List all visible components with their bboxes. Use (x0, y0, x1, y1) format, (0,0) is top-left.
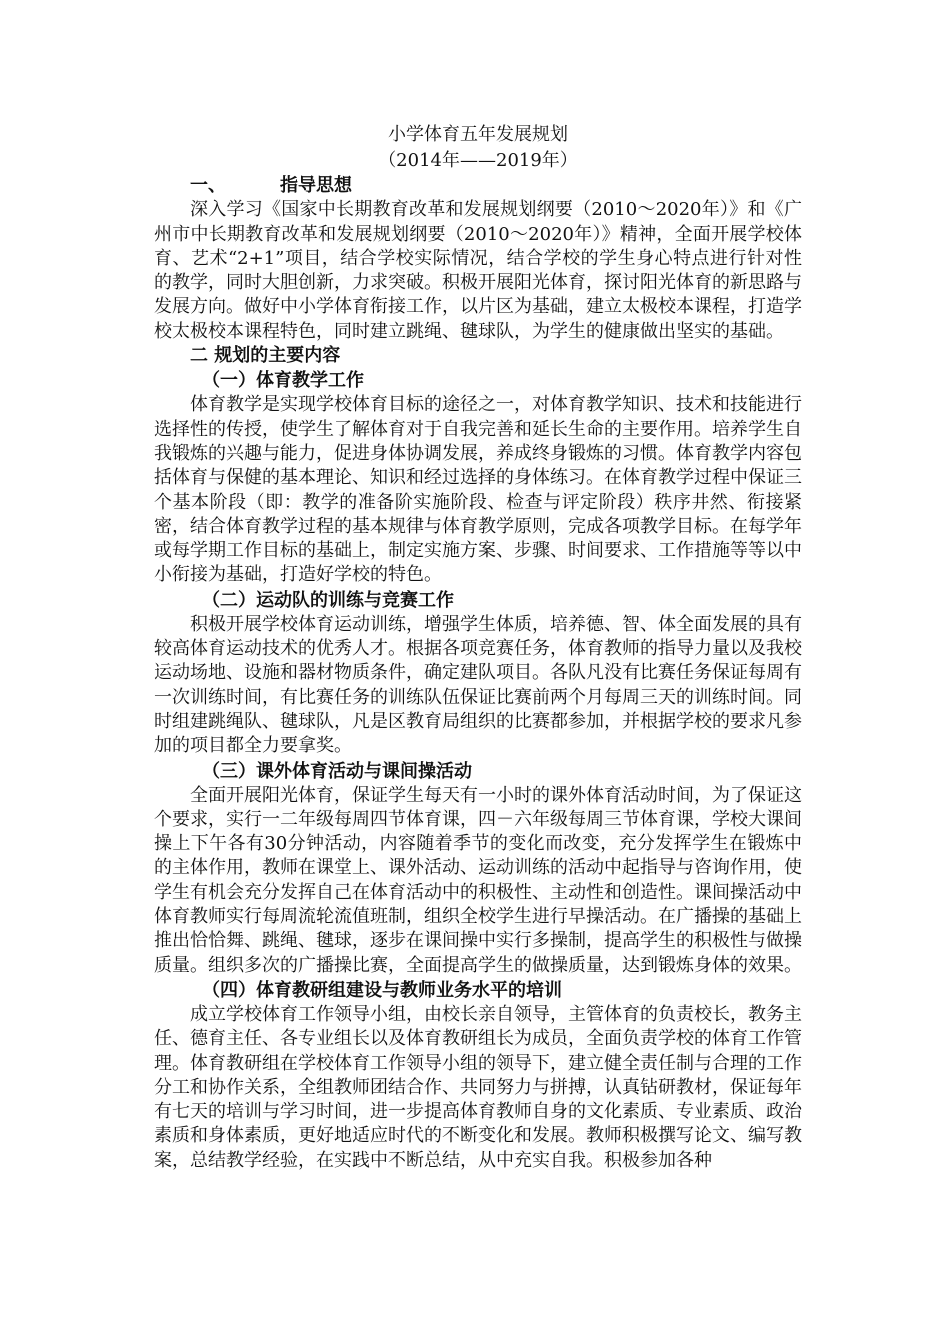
document-page (154, 122, 802, 1173)
subsection-2-paragraph: 积极开展学校体育运动训练，增强学生体质，培养德、智、体全面发展的具有较高体育运动技术的优秀人才。根据各项竞赛任务，体育教师的指导力量以及我校运动场地、设施和器材物质条件，确定建队项目。各队凡没有比赛任务保证每周有一次训练时间，有比赛任务的训练队伍保证比赛前两个月每周三天的训练时间。同时组建跳绳队、毽球队，凡是区教育局组织的比赛都参加，并根据学校的要求凡参加的项目都全力要拿奖。 (154, 613, 802, 757)
section-2-heading: 二 规划的主要内容 (190, 345, 341, 367)
subsection-4-paragraph: 成立学校体育工作领导小组，由校长亲自领导，主管体育的负责校长，教务主任、德育主任、各专业组长以及体育教研组长为成员，全面负责学校的体育工作管理。体育教研组在学校体育工作领导小组的领导下，建立健全责任制与合理的工作分工和协作关系，全组教师团结合作、共同努力与拼搏，认真钻研教材，保证每年有七天的培训与学习时间，进一步提高体育教师自身的文化素质、专业素质、政治素质和身体素质，更好地适应时代的不断变化和发展。教师积极撰写论文、编写教案，总结教学经验，在实践中不断总结，从中充实自我。积极参加各种 (154, 1003, 802, 1171)
subsection-3-paragraph: 全面开展阳光体育，保证学生每天有一小时的课外体育活动时间，为了保证这个要求，实行一二年级每周四节体育课，四－六年级每周三节体育课，学校大课间操上下午各有30分钟活动，内容随着季节的变化而改变，充分发挥学生在锻炼中的主体作用，教师在课堂上、课外活动、运动训练的活动中起指导与咨询作用，使学生有机会充分发挥自己在体育活动中的积极性、主动性和创造性。课间操活动中体育教师实行每周流轮流值班制，组织全校学生进行早操活动。在广播操的基础上推出恰恰舞、跳绳、毽球，逐步在课间操中实行多操制，提高学生的积极性与做操质量。组织多次的广播操比赛，全面提高学生的做操质量，达到锻炼身体的效果。 (154, 784, 802, 976)
section-1-heading (154, 174, 802, 198)
section-1-paragraph: 深入学习《国家中长期教育改革和发展规划纲要（2010～2020年）》和《广州市中长期教育改革和发展规划纲要（2010～2020年）》精神，全面开展学校体育、艺术“2+1”项目，结合学校实际情况，结合学校的学生身心特点进行针对性的教学，同时大胆创新，力求突破。积极开展阳光体育，探讨阳光体育的新思路与发展方向。做好中小学体育衔接工作，以片区为基础，建立太极校本课程，打造学校太极校本课程特色，同时建立跳绳、毽球队，为学生的健康做出坚实的基础。 (154, 199, 802, 342)
subsection-4-heading: （四）体育教研组建设与教师业务水平的培训 (202, 979, 562, 1001)
subsection-1-paragraph: 体育教学是实现学校体育目标的途径之一，对体育教学知识、技术和技能进行选择性的传授，使学生了解体育对于自我完善和延长生命的主要作用。培养学生自我锻炼的兴趣与能力，促进身体协调发展，养成终身锻炼的习惯。体育教学内容包括体育与保健的基本理论、知识和经过选择的身体练习。在体育教学过程中保证三个基本阶段（即：教学的准备阶实施阶段、检查与评定阶段）秩序井然、衔接紧密，结合体育教学过程的基本规律与体育教学原则，完成各项教学目标。在每学年或每学期工作目标的基础上，制定实施方案、步骤、时间要求、工作措施等等以中小衔接为基础，打造好学校的特色。 (154, 394, 802, 586)
document-title: 小学体育五年发展规划 (388, 124, 568, 145)
subsection-1-heading: （一）体育教学工作 (202, 370, 364, 392)
subsection-3-heading: （三）课外体育活动与课间操活动 (202, 760, 472, 782)
subsection-2-heading: （二）运动队的训练与竞赛工作 (202, 589, 454, 611)
document-subtitle: （2014年——2019年） (378, 150, 578, 171)
section-1-title: 指导思想 (280, 175, 352, 196)
section-1-number: 一、 (190, 175, 226, 196)
